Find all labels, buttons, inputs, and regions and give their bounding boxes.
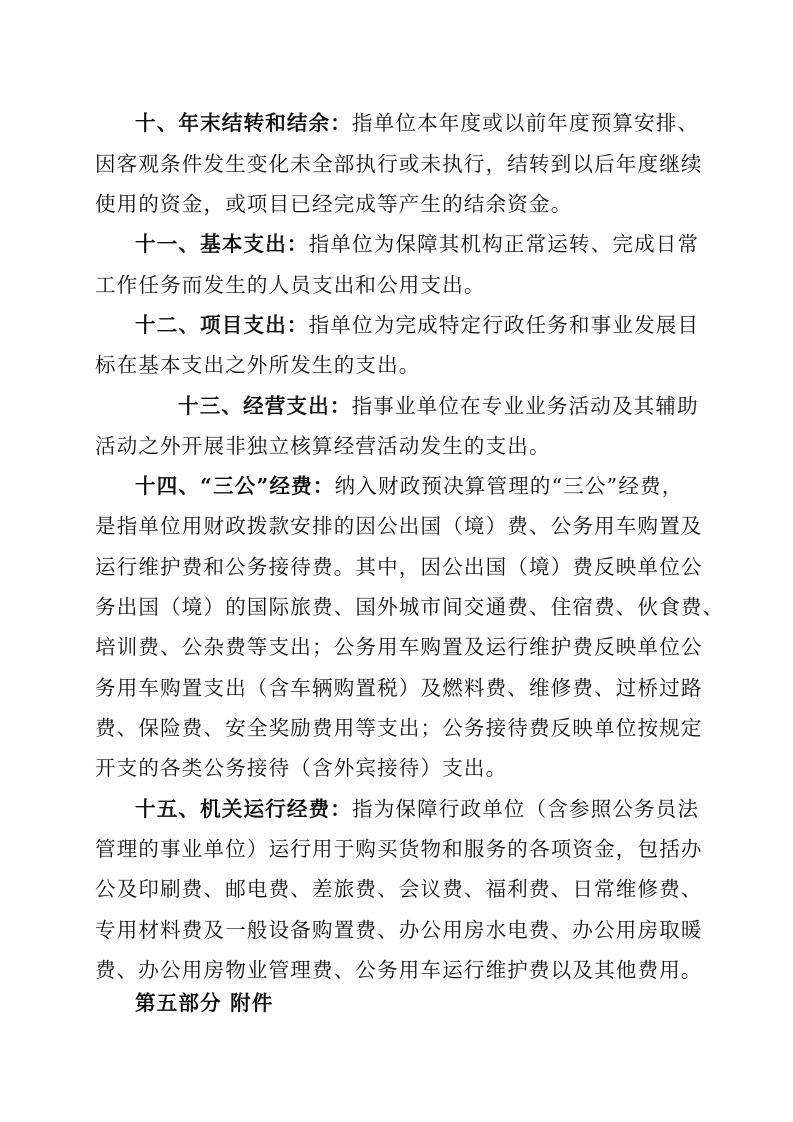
section-14-line-4 [95,587,724,627]
section-14-line-5 [95,627,703,667]
definition-text: 是指单位用财政拨款安排的因公出国（境）费、公务用车购置及 [95,514,703,538]
definition-text: 务出国（境）的国际旅费、国外城市间交通费、住宿费、伙食费、 [95,595,725,619]
section-15-line-3 [95,869,703,909]
term-heading: 十、年末结转和结余： [135,111,352,135]
definition-text: 指事业单位在专业业务活动及其辅助 [351,394,699,418]
section-12-line-2 [95,345,421,385]
definition-text: 专用材料费及一般设备购置费、办公用房水电费、办公用房取暖 [95,918,703,942]
part-5-heading-line [135,983,274,1023]
definition-text: 公及印刷费、邮电费、差旅费、会议费、福利费、日常维修费、 [95,877,703,901]
definition-text: 开支的各类公务接待（含外宾接待）支出。 [95,756,508,780]
section-14-line-6 [95,668,703,708]
section-13-line-2 [95,426,551,466]
definition-text: 培训费、公杂费等支出；公务用车购置及运行维护费反映单位公 [95,635,703,659]
section-13-line-1 [178,386,699,426]
definition-text: 运行维护费和公务接待费。其中，因公出国（境）费反映单位公 [95,555,703,579]
section-11-line-2 [95,265,486,305]
definition-text: 活动之外开展非独立核算经营活动发生的支出。 [95,434,551,458]
definition-text: 指单位本年度或以前年度预算安排、 [352,111,700,135]
section-14-line-3 [95,547,703,587]
definition-text: 指为保障行政单位（含参照公务员法 [352,797,700,821]
section-10-line-3 [95,184,572,224]
section-15-line-4 [95,910,703,950]
definition-text: 标在基本支出之外所发生的支出。 [95,353,421,377]
definition-text: 费、保险费、安全奖励费用等支出；公务接待费反映单位按规定 [95,716,703,740]
section-15-line-2 [95,829,703,869]
section-14-line-1 [135,466,683,506]
part-heading: 第五部分 附件 [135,991,274,1015]
term-heading: 十一、基本支出： [135,232,309,256]
section-10-line-2 [95,144,703,184]
definition-text: 工作任务而发生的人员支出和公用支出。 [95,273,486,297]
definition-text: 因客观条件发生变化未全部执行或未执行，结转到以后年度继续 [95,152,703,176]
term-heading: 十四、“三公”经费： [135,474,335,498]
definition-text: 务用车购置支出（含车辆购置税）及燃料费、维修费、过桥过路 [95,676,703,700]
section-14-line-7 [95,708,703,748]
definition-text: 指单位为保障其机构正常运转、完成日常 [308,232,700,256]
definition-text: 费、办公用房物业管理费、公务用车运行维护费以及其他费用。 [95,958,703,982]
term-heading: 十三、经营支出： [178,394,352,418]
term-heading: 十五、机关运行经费： [135,797,352,821]
section-14-line-8 [95,748,507,788]
definition-text: 指单位为完成特定行政任务和事业发展目 [308,313,700,337]
definition-text: 管理的事业单位）运行用于购买货物和服务的各项资金，包括办 [95,837,703,861]
term-heading: 十二、项目支出： [135,313,309,337]
section-14-line-2 [95,506,703,546]
definition-text: 使用的资金，或项目已经完成等产生的结余资金。 [95,192,573,216]
section-10-line-1 [135,103,699,143]
section-11-line-1 [135,224,699,264]
section-12-line-1 [135,305,699,345]
definition-text: 纳入财政预决算管理的“三公”经费， [334,474,684,498]
section-15-line-1 [135,789,699,829]
